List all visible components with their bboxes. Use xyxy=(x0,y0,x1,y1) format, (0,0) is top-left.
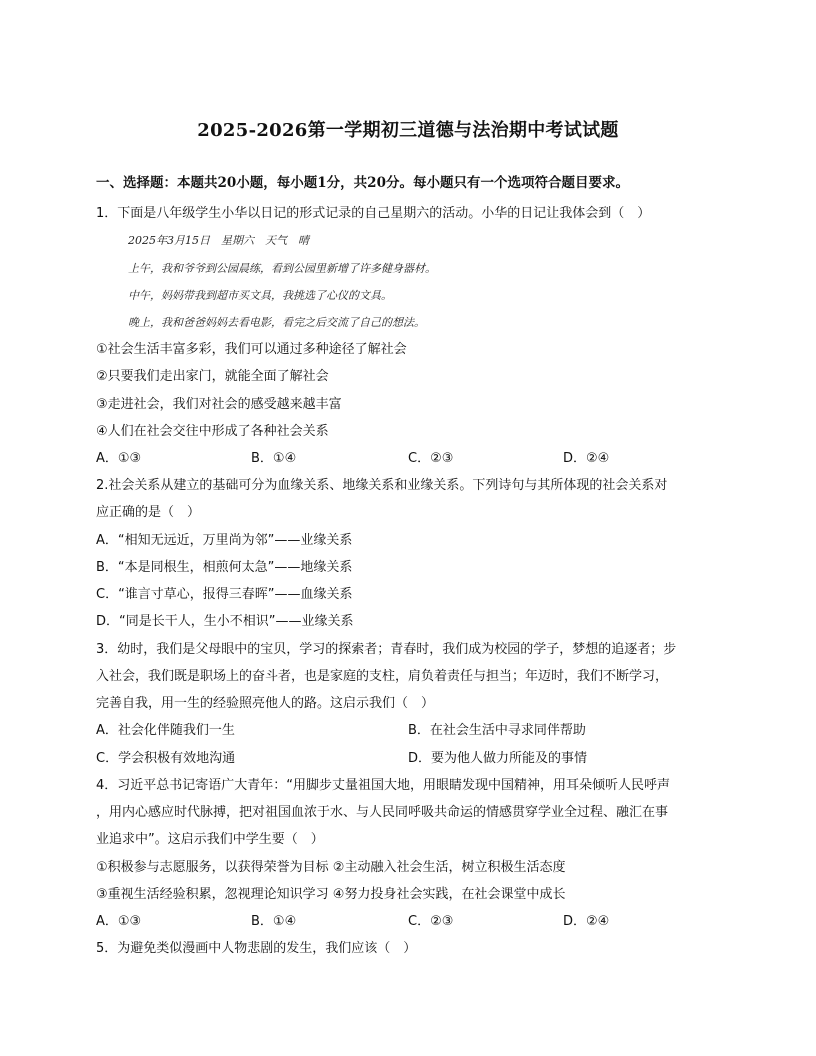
q1-option-c[interactable]: C．②③ xyxy=(408,451,454,466)
q4-statements-line-1: ①积极参与志愿服务，以获得荣誉为目标 ②主动融入社会生活，树立积极生活态度 xyxy=(96,860,566,875)
q4-stem-line-3: 业追求中”。这启示我们中学生要（ ） xyxy=(96,832,324,847)
q1-statement-1: ①社会生活丰富多彩，我们可以通过多种途径了解社会 xyxy=(96,342,407,357)
q3-stem-line-1: 3．幼时，我们是父母眼中的宝贝，学习的探索者；青春时，我们成为校园的学子，梦想的追逐者；步 xyxy=(96,642,677,657)
q2-option-d[interactable]: D．“同是长干人，生小不相识”——业缘关系 xyxy=(96,614,354,629)
q4-option-d[interactable]: D．②④ xyxy=(563,914,610,929)
q2-option-a[interactable]: A．“相知无远近，万里尚为邻”——业缘关系 xyxy=(96,533,353,548)
q3-stem-line-2: 入社会，我们既是职场上的奋斗者，也是家庭的支柱，肩负着责任与担当；年迈时，我们不断学习， xyxy=(96,669,669,684)
q1-statement-4: ④人们在社会交往中形成了各种社会关系 xyxy=(96,424,329,439)
q4-option-b[interactable]: B．①④ xyxy=(251,914,297,929)
q3-option-a[interactable]: A．社会化伴随我们一生 xyxy=(96,723,235,738)
q1-diary-evening: 晚上，我和爸爸妈妈去看电影，看完之后交流了自己的想法。 xyxy=(128,316,425,329)
q3-stem-line-3: 完善自我，用一生的经验照亮他人的路。这启示我们（ ） xyxy=(96,696,435,711)
q1-statement-2: ②只要我们走出家门，就能全面了解社会 xyxy=(96,369,329,384)
q2-stem-line-1: 2.社会关系从建立的基础可分为血缘关系、地缘关系和业缘关系。下列诗句与其所体现的社会关系对 xyxy=(96,478,668,493)
q2-stem-line-2: 应正确的是（ ） xyxy=(96,505,201,520)
section-heading: 一、选择题：本题共20小题，每小题1分，共20分。每小题只有一个选项符合题目要求。 xyxy=(96,175,629,191)
q1-statement-3: ③走进社会，我们对社会的感受越来越丰富 xyxy=(96,397,342,412)
q5-stem: 5．为避免类似漫画中人物悲剧的发生，我们应该（ ） xyxy=(96,941,417,956)
q1-option-b[interactable]: B．①④ xyxy=(251,451,297,466)
q4-option-c[interactable]: C．②③ xyxy=(408,914,454,929)
q1-diary-date: 2025年3月15日 星期六 天气 晴 xyxy=(128,234,309,247)
q1-diary-noon: 中午，妈妈带我到超市买文具，我挑选了心仪的文具。 xyxy=(128,289,392,302)
q2-option-b[interactable]: B．“本是同根生，相煎何太急”——地缘关系 xyxy=(96,560,353,575)
q2-option-c[interactable]: C．“谁言寸草心，报得三春晖”——血缘关系 xyxy=(96,587,353,602)
q1-option-a[interactable]: A．①③ xyxy=(96,451,142,466)
exam-title: 2025-2026第一学期初三道德与法治期中考试试题 xyxy=(197,120,619,141)
q1-stem: 1．下面是八年级学生小华以日记的形式记录的自己星期六的活动。小华的日记让我体会到（ ） xyxy=(96,206,651,221)
q4-stem-line-2: ，用内心感应时代脉搏，把对祖国血浓于水、与人民同呼吸共命运的情感贯穿学业全过程、融汇在事 xyxy=(96,805,669,820)
q3-option-c[interactable]: C．学会积极有效地沟通 xyxy=(96,751,236,766)
q3-option-b[interactable]: B．在社会生活中寻求同伴帮助 xyxy=(408,723,586,738)
q4-stem-line-1: 4．习近平总书记寄语广大青年：“用脚步丈量祖国大地，用眼睛发现中国精神，用耳朵倾听人民呼声 xyxy=(96,778,671,793)
q1-diary-morning: 上午，我和爷爷到公园晨练，看到公园里新增了许多健身器材。 xyxy=(128,262,436,275)
q4-option-a[interactable]: A．①③ xyxy=(96,914,142,929)
q3-option-d[interactable]: D．要为他人做力所能及的事情 xyxy=(408,751,588,766)
q1-option-d[interactable]: D．②④ xyxy=(563,451,610,466)
q4-statements-line-2: ③重视生活经验积累，忽视理论知识学习 ④努力投身社会实践，在社会课堂中成长 xyxy=(96,887,566,902)
